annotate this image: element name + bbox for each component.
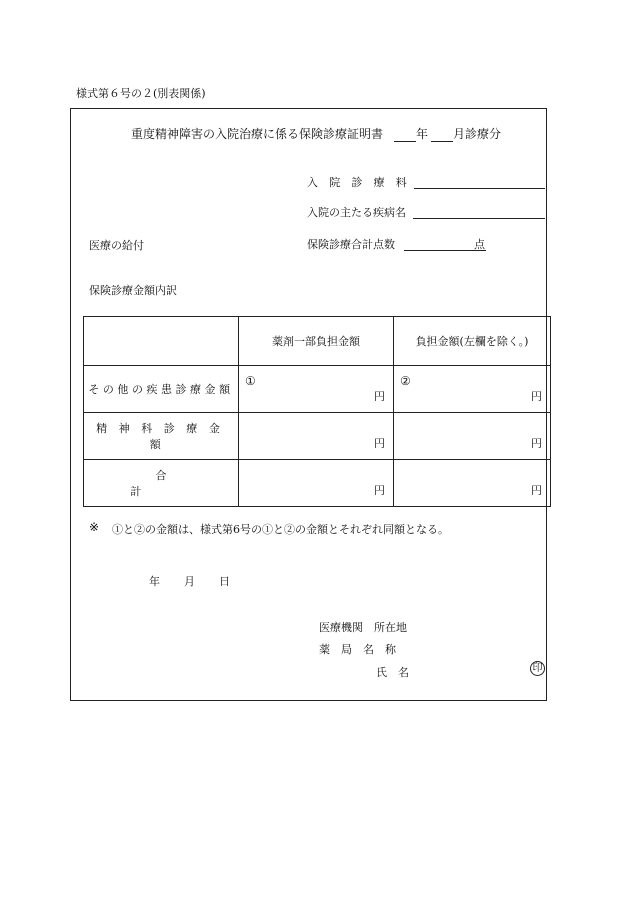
table-row (84, 413, 551, 460)
total-points-label: 保険診療合計点数 (307, 238, 395, 251)
note-symbol: ※ (89, 520, 100, 534)
date-day: 日 (219, 575, 230, 588)
amount-cell-drug-copay (239, 366, 394, 413)
title-year-suffix: 年 (416, 127, 429, 141)
title-month-suffix: 月診療分 (453, 127, 502, 141)
medical-benefit-label: 医療の給付 (89, 239, 144, 252)
breakdown-table (83, 316, 551, 507)
row-label-total: 合計 (84, 460, 239, 507)
issuer-name-label: 氏 名 (376, 666, 409, 679)
header-cell-empty (84, 317, 239, 366)
amount-cell-copay (394, 413, 551, 460)
header-cell-copay: 負担金額(左欄を除く。) (394, 317, 551, 366)
row-label-psychiatry: 精神科診療金額 (84, 413, 239, 460)
breakdown-section-title: 保険診療金額内訳 (89, 284, 177, 297)
seal-icon: 印 (530, 661, 545, 676)
table-row (84, 366, 551, 413)
yen-unit: 円 (374, 484, 385, 497)
main-disease-line (413, 218, 545, 219)
yen-unit: 円 (374, 437, 385, 450)
header-cell-drug-copay: 薬剤一部負担金額 (239, 317, 394, 366)
points-unit: 点 (474, 238, 485, 251)
circled-1-mark: ① (245, 374, 256, 388)
yen-unit: 円 (531, 390, 542, 403)
table-header-row (84, 317, 551, 366)
amount-cell-copay (394, 366, 551, 413)
issuer-address-label: 医療機関 所在地 (319, 621, 407, 634)
yen-unit: 円 (374, 390, 385, 403)
note-text: ①と②の金額は、様式第6号の①と②の金額とそれぞれ同額となる。 (112, 523, 449, 536)
inpatient-fee-label: 入 院 診 療 料 (307, 176, 411, 189)
circled-2-mark: ② (400, 374, 411, 388)
inpatient-fee-line (414, 188, 545, 189)
yen-unit: 円 (531, 484, 542, 497)
date-month: 月 (184, 575, 195, 588)
amount-cell-drug-copay (239, 413, 394, 460)
form-title: 重度精神障害の入院治療に係る保険診療証明書 (131, 127, 384, 141)
header-note: 様式第６号の２(別表関係) (76, 87, 206, 100)
title-month-blank (431, 141, 453, 142)
table-row (84, 460, 551, 507)
issuer-pharmacy-label: 薬 局 名 称 (319, 643, 396, 656)
row-label-other-disease: その他の疾患診療金額 (84, 366, 239, 413)
main-disease-label: 入院の主たる疾病名 (307, 206, 406, 219)
amount-cell-drug-copay (239, 460, 394, 507)
amount-cell-copay (394, 460, 551, 507)
date-year: 年 (149, 575, 160, 588)
yen-unit: 円 (531, 437, 542, 450)
title-year-blank (394, 141, 416, 142)
